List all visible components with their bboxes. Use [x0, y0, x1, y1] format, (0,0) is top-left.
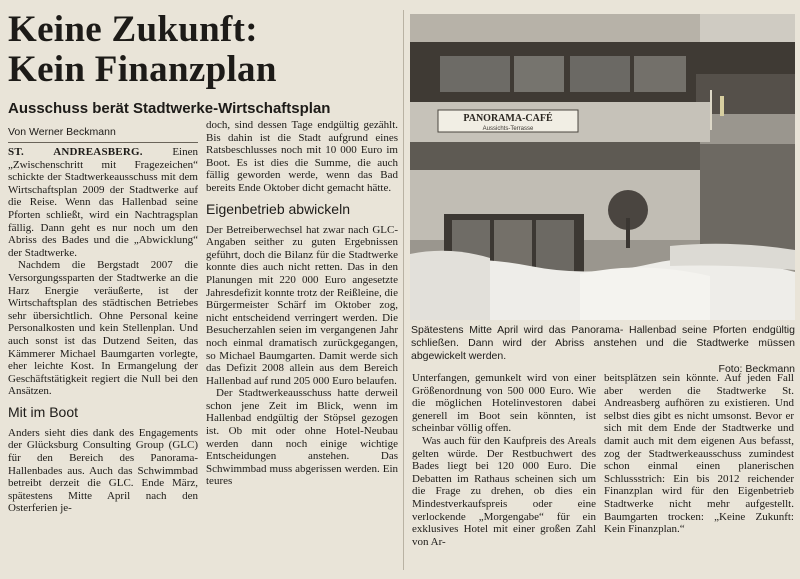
dateline: ST. ANDREASBERG. — [8, 146, 143, 158]
paragraph: Nachdem die Bergstadt 2007 die Versorgungssparten der Stadtwerke an die Harz Energie veräußerte, ist der Wirtschaftsplan des städtischen Betriebes sehr übersichtlich. Ohne Personal keine Personalkosten und kein Stellenplan. Und auch sonst ist das Dutzend Seiten, das Kämmerer Michael Baumgarten vorlegte, eher leichte Kost. In Ermangelung der Geschäftstätigkeit regiert die Null bei den Ansätzen. — [8, 259, 198, 398]
headline-line-1: Keine Zukunft: — [8, 9, 258, 50]
article-column-2 — [206, 119, 398, 569]
paragraph: beitsplätzen sein könnte. Auf jeden Fall aber werden die Stadtwerke St. Andreasberg aufhören zu existieren. Und selbst dies gibt es nicht umsonst. Bevor er sich mit dem Ende der Stadtwerke und damit auch mit dem eigenen Aus befasst, zog der Stadtwerkeausschuss zumindest schon einmal einen planerischen Schlussstrich: Ein bis 2012 reichender Finanzplan wird für den Eigenbetrieb Stadtwerke nicht mehr aufgestellt. Baumgarten trocken: „Keine Zukunft: Kein Finanzplan.“ — [604, 372, 794, 536]
paragraph: Was auch für den Kaufpreis des Areals gelten würde. Der Restbuchwert des Bades liegt bei 120 000 Euro. Die Debatten im Rathaus scheinen sich um die Frage zu drehen, ob dies ein Mindestverkaufspreis oder eine verlockende „Morgengabe“ für ein exklusives Hotel mit einer großen Zahl von Ar- — [412, 434, 596, 548]
article-column-4 — [604, 372, 794, 572]
paragraph: Der Stadtwerkeausschuss hatte derweil schon jene Zeit im Blick, wenn im Hallenbad endgültig der Stöpsel gezogen ist. Ob mit oder ohne Hotel-Neubau werden dann noch einige wichtige Entscheidungen anstehen. Das Schwimmbad muss abgerissen werden. Ein teures — [206, 387, 398, 488]
caption-text: Spätestens Mitte April wird das Panorama- Hallenbad seine Pforten endgültig schließen. Dann wird der Abriss anstehen und die Stadtwerke müssen abgewickelt werden. — [411, 324, 795, 362]
article-column-3 — [412, 372, 596, 572]
subheadline: Ausschuss berät Stadtwerke-Wirtschaftsplan — [8, 100, 331, 117]
column-divider — [403, 10, 404, 570]
byline-rule — [8, 142, 198, 143]
photo-sign-subtext: Aussichts-Terrasse — [482, 126, 534, 132]
headline-line-2: Kein Finanzplan — [8, 49, 277, 90]
photo-caption — [411, 324, 795, 376]
section-heading: Eigenbetrieb abwickeln — [206, 200, 350, 217]
paragraph-text: Einen „Zwischenschritt mit Fragezeichen“ schickte der Stadtwerkeausschuss mit dem Wirtschaftsplan 2009 der Stadtwerke auf die Reise. Wenn das Hallenbad seine Pforten schließt, wird ein Nachtragsplan fällig. Dann geht es nur noch um den Abriss des Bades und die „Abwicklung“ der Stadtwerke. — [8, 146, 198, 259]
section-heading: Mit im Boot — [8, 403, 79, 420]
headline — [8, 10, 404, 90]
paragraph: Der Betreiberwechsel hat zwar nach GLC-Angaben seither zu guten Ergebnissen geführt, doch die Bilanz für die Stadtwerke konnte dies auch nicht retten. Das in den Planungen mit 220 000 Euro angesetzte Jahresdefizit konnte trotz der Reißleine, die Bürgermeister Schärf im Oktober zog, nicht entscheidend verringert werden. Die Besucherzahlen seien im vergangenen Jahr noch einmal dramatisch zurückgegangen, so Michael Baumgarten. Damit werde sich das Defizit 2008 allein aus dem Bereich Hallenbad auf rund 205 000 Euro belaufen. — [206, 223, 398, 387]
article-column-1 — [8, 146, 198, 566]
photo-sign-text: PANORAMA-CAFÉ — [463, 113, 553, 124]
byline: Von Werner Beckmann — [8, 126, 116, 138]
photo-credit: Foto: Beckmann — [718, 363, 795, 375]
paragraph: Anders sieht dies dank des Engagements der Glücksburg Consulting Group (GLC) für den Bereich des Panorama-Hallenbades aus. Auch das Schwimmbad betreibt derzeit die GLC. Ende März, spätestens Mitte April nach den Osterferien je- — [8, 426, 198, 515]
paragraph — [8, 146, 198, 259]
hallenbad-photo-illustration — [410, 14, 795, 320]
paragraph: Unterfangen, gemunkelt wird von einer Größenordnung von 500 000 Euro. Wie die möglichen Hotelinvestoren dabei generell im Boot sein könnten, ist scheinbar völlig offen. — [412, 372, 596, 435]
paragraph: doch, sind dessen Tage endgültig gezählt. Bis dahin ist die Stadt aufgrund eines Ratsbeschlusses noch mit 10 000 Euro im Boot. Es ist dies die Summe, die auch fällig geworden werde, wenn das Bad bereits Ende Oktober dicht gemacht hätte. — [206, 119, 398, 194]
article-photo — [410, 14, 795, 320]
